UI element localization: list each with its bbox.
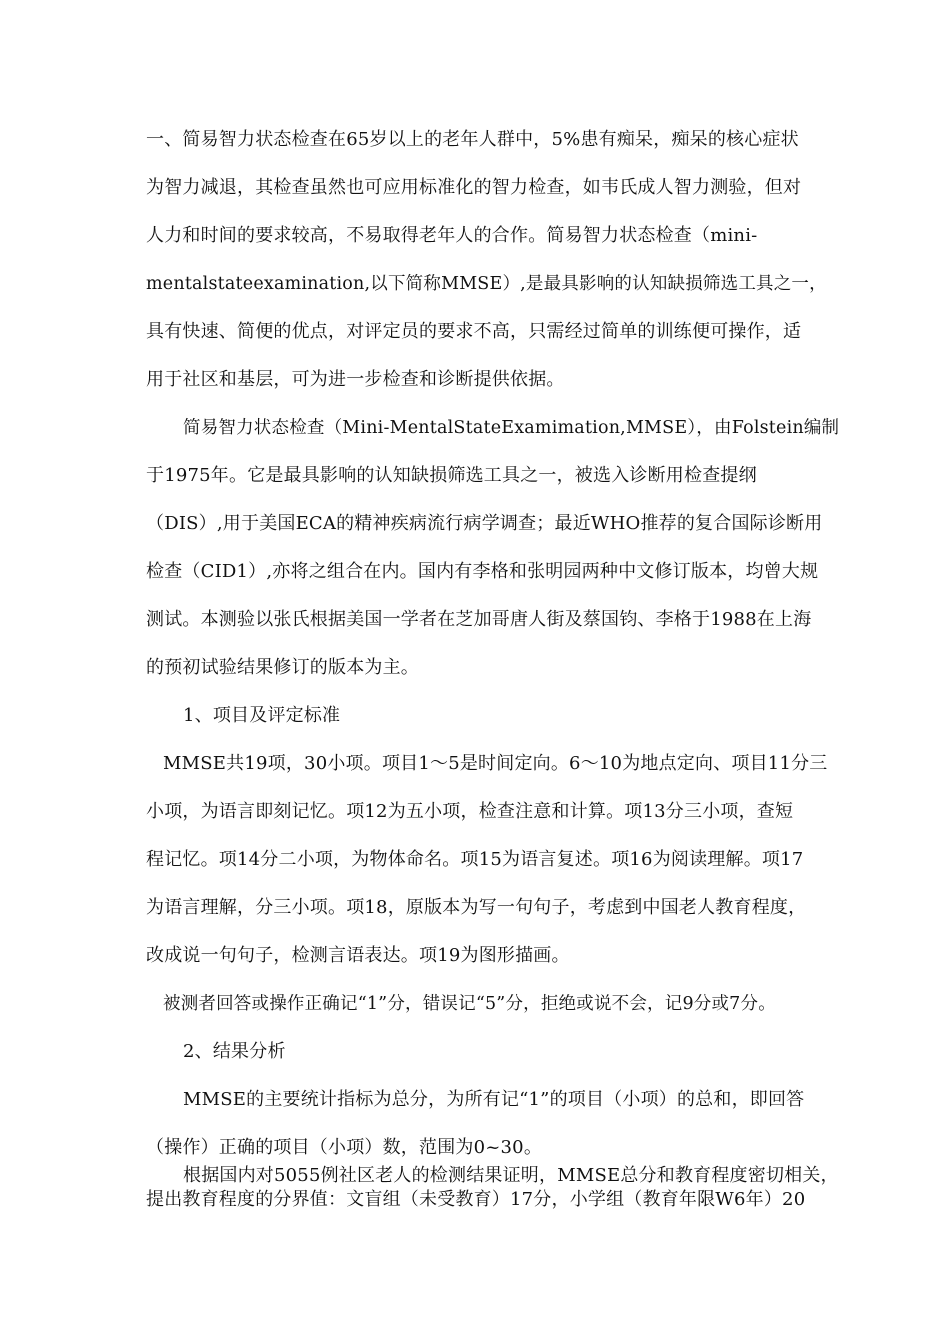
paragraph-line: 人力和时间的要求较高，不易取得老年人的合作。简易智力状态检查（mini- xyxy=(146,225,758,246)
paragraph-line: 根据国内对5055例社区老人的检测结果证明，MMSE总分和教育程度密切相关， xyxy=(183,1165,839,1186)
paragraph-line: 具有快速、简便的优点，对评定员的要求不高，只需经过简单的训练便可操作，适 xyxy=(146,321,802,342)
paragraph-line: 一、简易智力状态检查在65岁以上的老年人群中，5%患有痴呆，痴呆的核心症状 xyxy=(146,129,799,150)
paragraph-line: MMSE的主要统计指标为总分，为所有记“1”的项目（小项）的总和，即回答 xyxy=(183,1089,805,1110)
paragraph-line: （操作）正确的项目（小项）数，范围为0~30。 xyxy=(146,1137,543,1158)
paragraph-line: mentalstateexamination,以下简称MMSE）,是最具影响的认知缺损筛选工具之一， xyxy=(146,274,827,294)
paragraph-line: 小项，为语言即刻记忆。项12为五小项，检查注意和计算。项13分三小项，查短 xyxy=(146,801,794,822)
paragraph-line: 程记忆。项14分二小项，为物体命名。项15为语言复述。项16为阅读理解。项17 xyxy=(146,849,804,870)
section-heading: 1、项目及评定标准 xyxy=(183,705,341,726)
paragraph-line: 为智力减退，其检查虽然也可应用标准化的智力检查，如韦氏成人智力测验，但对 xyxy=(146,177,802,198)
paragraph-line: （DIS）,用于美国ECA的精神疾病流行病学调查；最近WHO推荐的复合国际诊断用 xyxy=(146,513,823,534)
section-heading: 2、结果分析 xyxy=(183,1041,286,1062)
paragraph-line: 为语言理解，分三小项。项18，原版本为写一句句子，考虑到中国老人教育程度， xyxy=(146,897,807,918)
paragraph-line: 于1975年。它是最具影响的认知缺损筛选工具之一，被选入诊断用检查提纲 xyxy=(146,465,757,486)
paragraph-line: 改成说一句句子，检测言语表达。项19为图形描画。 xyxy=(146,945,570,966)
paragraph-line: MMSE共19项，30小项。项目1〜5是时间定向。6〜10为地点定向、项目11分三 xyxy=(163,753,828,774)
paragraph-line: 用于社区和基层，可为进一步检查和诊断提供依据。 xyxy=(146,369,565,390)
paragraph-line: 提出教育程度的分界值：文盲组（未受教育）17分，小学组（教育年限W6年）20 xyxy=(146,1189,806,1210)
paragraph-line: 简易智力状态检查（Mini-MentalStateExamimation,MMSE），由Folstein编制 xyxy=(183,418,840,438)
paragraph-line: 测试。本测验以张氏根据美国一学者在芝加哥唐人街及蔡国钧、李格于1988在上海 xyxy=(146,609,812,630)
paragraph-line: 的预初试验结果修订的版本为主。 xyxy=(146,657,419,678)
paragraph-line: 检查（CID1）,亦将之组合在内。国内有李格和张明园两种中文修订版本，均曾大规 xyxy=(146,561,819,582)
paragraph-line: 被测者回答或操作正确记“1”分，错误记“5”分，拒绝或说不会，记9分或7分。 xyxy=(163,994,776,1014)
